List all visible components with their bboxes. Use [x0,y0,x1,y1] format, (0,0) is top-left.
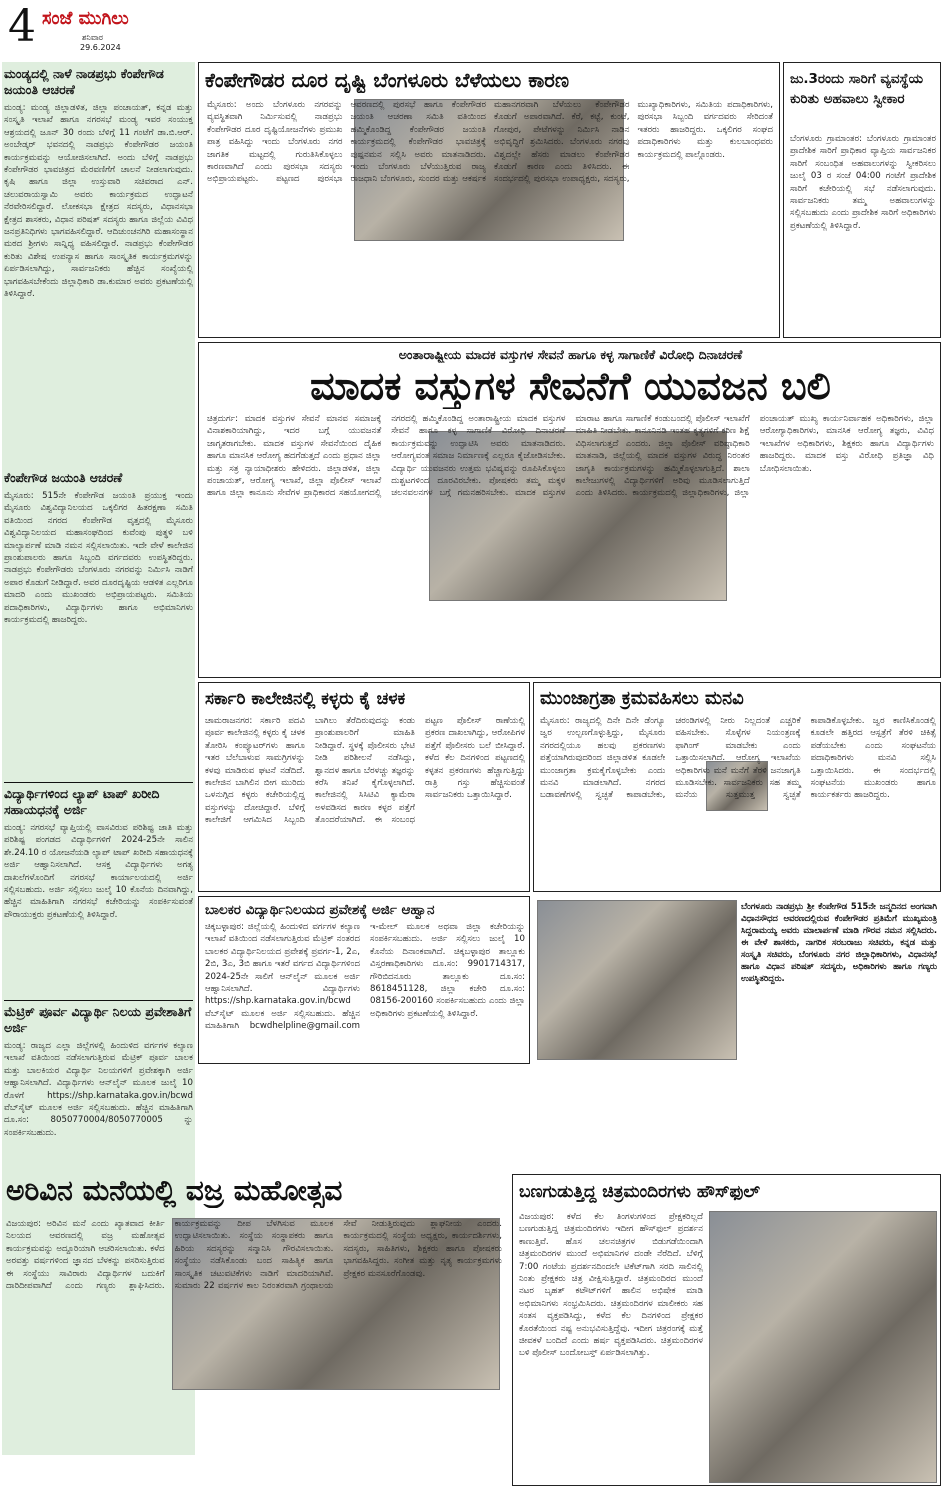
cinema-photo [709,1211,937,1483]
left-story-3-body: ಮಂಡ್ಯ: ನಗರಸಭೆ ವ್ಯಾಪ್ತಿಯಲ್ಲಿ ವಾಸವಿರುವ ಪರಿಶಿಷ್ಟ ಜಾತಿ ಮತ್ತು ಪರಿಶಿಷ್ಟ ಪಂಗಡದ ವಿದ್ಯಾರ್ಥಿಗಳಿಗೆ 2024-25ನೇ ಸಾಲಿನ ಶೇ.24.10 ರ ಯೋಜನೆಯಡಿ ಲ್ಯಾಪ್ ಟಾಪ್ ಖರೀದಿ ಸಹಾಯಧನಕ್ಕೆ ಅರ್ಜಿ ಆಹ್ವಾನಿಸಲಾಗಿದೆ. ಆಸಕ್ತ ವಿದ್ಯಾರ್ಥಿಗಳು ಅಗತ್ಯ ದಾಖಲೆಗಳೊಂದಿಗೆ ನಗರಸಭೆ ಕಾರ್ಯಾಲಯದಲ್ಲಿ ಅರ್ಜಿ ಸಲ್ಲಿಸಬಹುದು. ಅರ್ಜಿ ಸಲ್ಲಿಸಲು ಜುಲೈ 10 ಕೊನೆಯ ದಿನವಾಗಿದ್ದು, ಹೆಚ್ಚಿನ ಮಾಹಿತಿಗಾಗಿ ನಗರಸಭೆ ಕಚೇರಿಯನ್ನು ಸಂಪರ್ಕಿಸುವಂತೆ ಪೌರಾಯುಕ್ತರು ಪ್ರಕಟಣೆಯಲ್ಲಿ ತಿಳಿಸಿದ್ದಾರೆ. [4,823,193,920]
left-story-3-headline: ವಿದ್ಯಾರ್ಥಿಗಳಿಂದ ಲ್ಯಾಪ್ ಟಾಪ್ ಖರೀದಿ ಸಹಾಯಧನಕ್ಕೆ ಅರ್ಜಿ [4,786,160,817]
dengue-body: ಮೈಸೂರು: ರಾಜ್ಯದಲ್ಲಿ ದಿನೇ ದಿನೇ ಡೆಂಗ್ಯೂ ಜ್ವರ ಉಲ್ಬಣಗೊಳ್ಳುತ್ತಿದ್ದು, ಮೈಸೂರು ನಗರದಲ್ಲಿಯೂ ಹಲವು ಪ್ರಕರಣಗಳು ಪತ್ತೆಯಾಗಿರುವುದರಿಂದ ಜಿಲ್ಲಾಡಳಿತ ಕೂಡಲೇ ಮುಂಜಾಗ್ರತಾ ಕ್ರಮಕೈಗೊಳ್ಳಬೇಕು ಎಂದು ಮನವಿ ಮಾಡಲಾಗಿದೆ. ನಗರದ ಬಡಾವಣೆಗಳಲ್ಲಿ ಸ್ವಚ್ಛತೆ ಕಾಪಾಡಬೇಕು, ಚರಂಡಿಗಳಲ್ಲಿ ನೀರು ನಿಲ್ಲದಂತೆ ಎಚ್ಚರಿಕೆ ವಹಿಸಬೇಕು. ಸೊಳ್ಳೆಗಳ ನಿಯಂತ್ರಣಕ್ಕೆ ಫಾಗಿಂಗ್ ಮಾಡಬೇಕು ಎಂದು ಒತ್ತಾಯಿಸಲಾಗಿದೆ. ಆರೋಗ್ಯ ಇಲಾಖೆಯ ಅಧಿಕಾರಿಗಳು ಮನೆ ಮನೆಗೆ ತೆರಳಿ ಜನಜಾಗೃತಿ ಮೂಡಿಸಬೇಕು. ಸಾರ್ವಜನಿಕರು ಸಹ ತಮ್ಮ ಮನೆಯ ಸುತ್ತಮುತ್ತ ಸ್ವಚ್ಛತೆ ಕಾಪಾಡಿಕೊಳ್ಳಬೇಕು. ಜ್ವರ ಕಾಣಿಸಿಕೊಂಡಲ್ಲಿ ಕೂಡಲೇ ಹತ್ತಿರದ ಆಸ್ಪತ್ರೆಗೆ ತೆರಳಿ ಚಿಕಿತ್ಸೆ ಪಡೆಯಬೇಕು ಎಂದು ಸಂಘಟನೆಯ ಪದಾಧಿಕಾರಿಗಳು ಮನವಿ ಸಲ್ಲಿಸಿ ಒತ್ತಾಯಿಸಿದರು. ಈ ಸಂದರ್ಭದಲ್ಲಿ ಸಂಘಟನೆಯ ಮುಖಂಡರು ಹಾಗೂ ಕಾರ್ಯಕರ್ತರು ಹಾಜರಿದ್ದರು. [540,716,936,801]
drug-story [198,342,941,678]
left-story-1 [4,66,193,466]
left-story-4-body: ಮಂಡ್ಯ: ರಾಜ್ಯದ ಎಲ್ಲಾ ಜಿಲ್ಲೆಗಳಲ್ಲಿ ಹಿಂದುಳಿದ ವರ್ಗಗಳ ಕಲ್ಯಾಣ ಇಲಾಖೆ ವತಿಯಿಂದ ನಡೆಸಲಾಗುತ್ತಿರುವ ಮೆಟ್ರಿಕ್ ಪೂರ್ವ ಬಾಲಕ ಮತ್ತು ಬಾಲಕಿಯರ ವಿದ್ಯಾರ್ಥಿ ನಿಲಯಗಳಿಗೆ ಪ್ರವೇಶಕ್ಕಾಗಿ ಅರ್ಜಿ ಆಹ್ವಾನಿಸಲಾಗಿದೆ. ವಿದ್ಯಾರ್ಥಿಗಳು ಆನ್‌ಲೈನ್ ಮೂಲಕ ಜುಲೈ 10 ರೊಳಗೆ https://shp.karnataka.gov.in/bcwd ವೆಬ್‌ಸೈಟ್ ಮೂಲಕ ಅರ್ಜಿ ಸಲ್ಲಿಸಬಹುದು. ಹೆಚ್ಚಿನ ಮಾಹಿತಿಗಾಗಿ ದೂ.ಸಂ: 8050770004/8050770005 ನ್ನು ಸಂಪರ್ಕಿಸಬಹುದು. [4,1041,193,1138]
transport-brief [783,62,941,338]
cm-photo-feature [533,896,941,1064]
left-story-1-headline: ಮಂಡ್ಯದಲ್ಲಿ ನಾಳೆ ನಾಡಪ್ರಭು ಕೆಂಪೇಗೌಡ ಜಯಂತಿ ಆಚರಣೆ [4,66,164,97]
cinema-body: ವಿಜಯಪುರ: ಕಳೆದ ಕೆಲ ತಿಂಗಳುಗಳಿಂದ ಪ್ರೇಕ್ಷಕರಿಲ್ಲದೆ ಬಣಗುಡುತ್ತಿದ್ದ ಚಿತ್ರಮಂದಿರಗಳು ಇದೀಗ ಹೌಸ್‌ಫುಲ್ ಪ್ರದರ್ಶನ ಕಾಣುತ್ತಿವೆ. ಹೊಸ ಚಲನಚಿತ್ರಗಳ ಬಿಡುಗಡೆಯಿಂದಾಗಿ ಚಿತ್ರಮಂದಿರಗಳ ಮುಂದೆ ಅಭಿಮಾನಿಗಳ ದಂಡೇ ನೆರೆದಿದೆ. ಬೆಳಿಗ್ಗೆ 7:00 ಗಂಟೆಯ ಪ್ರದರ್ಶನದಿಂದಲೇ ಟಿಕೆಟ್‌ಗಾಗಿ ಸರದಿ ಸಾಲಿನಲ್ಲಿ ನಿಂತು ಪ್ರೇಕ್ಷಕರು ಚಿತ್ರ ವೀಕ್ಷಿಸುತ್ತಿದ್ದಾರೆ. ಚಿತ್ರಮಂದಿರದ ಮುಂದೆ ನಟರ ಬೃಹತ್ ಕಟೌಟ್‌ಗಳಿಗೆ ಹಾಲಿನ ಅಭಿಷೇಕ ಮಾಡಿ ಅಭಿಮಾನಿಗಳು ಸಂಭ್ರಮಿಸಿದರು. ಚಿತ್ರಮಂದಿರಗಳ ಮಾಲೀಕರು ಸಹ ಸಂತಸ ವ್ಯಕ್ತಪಡಿಸಿದ್ದು, ಕಳೆದ ಕೆಲ ದಿನಗಳಿಂದ ಪ್ರೇಕ್ಷಕರ ಕೊರತೆಯಿಂದ ನಷ್ಟ ಅನುಭವಿಸುತ್ತಿದ್ದೆವು. ಇದೀಗ ಚಿತ್ರರಂಗಕ್ಕೆ ಮತ್ತೆ ಜೀವಕಳೆ ಬಂದಿದೆ ಎಂದು ಹರ್ಷ ವ್ಯಕ್ತಪಡಿಸಿದರು. ಚಿತ್ರಮಂದಿರಗಳ ಬಳಿ ಪೊಲೀಸ್ ಬಂದೋಬಸ್ತ್ ಏರ್ಪಡಿಸಲಾಗಿತ್ತು. [519,1212,703,1359]
cm-caption: ಬೆಂಗಳೂರು ನಾಡಪ್ರಭು ಶ್ರೀ ಕೆಂಪೇಗೌಡ 515ನೇ ಜನ್ಮದಿನದ ಅಂಗವಾಗಿ ವಿಧಾನಸೌಧದ ಆವರಣದಲ್ಲಿರುವ ಕೆಂಪೇಗೌಡರ ಪ್ರತಿಮೆಗೆ ಮುಖ್ಯಮಂತ್ರಿ ಸಿದ್ದರಾಮಯ್ಯ ಅವರು ಮಾಲಾರ್ಪಣೆ ಮಾಡಿ ಗೌರವ ನಮನ ಸಲ್ಲಿಸಿದರು. ಈ ವೇಳೆ ಶಾಸಕರು, ನಾಗರಿಕ ಸರಬರಾಜು ಸಚಿವರು, ಕನ್ನಡ ಮತ್ತು ಸಂಸ್ಕೃತಿ ಸಚಿವರು, ಬೆಂಗಳೂರು ನಗರ ಜಿಲ್ಲಾಧಿಕಾರಿಗಳು, ವಿಧಾನಸಭೆ ಹಾಗೂ ವಿಧಾನ ಪರಿಷತ್ ಸದಸ್ಯರು, ಅಧಿಕಾರಿಗಳು ಹಾಗೂ ಗಣ್ಯರು ಉಪಸ್ಥಿತರಿದ್ದರು. [741,901,937,983]
paper-name: ಸಂಜೆ ಮುಗಿಲು [42,8,129,29]
drug-kicker: ಅಂತಾರಾಷ್ಟ್ರೀಯ ಮಾದಕ ವಸ್ತುಗಳ ಸೇವನೆ ಹಾಗೂ ಕಳ್ಳ ಸಾಗಾಣಿಕೆ ವಿರೋಧಿ ದಿನಾಚರಣೆ [398,347,743,362]
left-story-2-body: ಮೈಸೂರು: 515ನೇ ಕೆಂಪೇಗೌಡ ಜಯಂತಿ ಪ್ರಯುಕ್ತ ಇಂದು ಮೈಸೂರು ವಿಶ್ವವಿದ್ಯಾನಿಲಯದ ಒಕ್ಕಲಿಗರ ಹಿತರಕ್ಷಣಾ ಸಮಿತಿ ವತಿಯಿಂದ ನಗರದ ಕೆಂಪೇಗೌಡ ವೃತ್ತದಲ್ಲಿ ಮೈಸೂರು ವಿಶ್ವವಿದ್ಯಾನಿಲಯದ ಮಹಾಸಂಘದಿಂದ ಕುವೆಂಪು ಪುತ್ಥಳಿ ಬಳಿ ಮಾಲ್ಯಾರ್ಪಣೆ ಮಾಡಿ ನಮನ ಸಲ್ಲಿಸಲಾಯಿತು. ಇದೇ ವೇಳೆ ಕಾಲೇಜಿನ ಪ್ರಾಂಶುಪಾಲರು ಹಾಗೂ ಸಿಬ್ಬಂದಿ ವರ್ಗದವರು ಉಪಸ್ಥಿತರಿದ್ದರು. ನಾಡಪ್ರಭು ಕೆಂಪೇಗೌಡರು ಬೆಂಗಳೂರು ನಗರವನ್ನು ನಿರ್ಮಿಸಿ ನಾಡಿಗೆ ಅಪಾರ ಕೊಡುಗೆ ನೀಡಿದ್ದಾರೆ. ಅವರ ದೂರದೃಷ್ಟಿಯ ಆಡಳಿತ ಎಲ್ಲರಿಗೂ ಮಾದರಿ ಎಂದು ಮುಖಂಡರು ಅಭಿಪ್ರಾಯಪಟ್ಟರು. ಸಮಿತಿಯ ಪದಾಧಿಕಾರಿಗಳು, ವಿದ್ಯಾರ್ಥಿಗಳು ಹಾಗೂ ಅಭಿಮಾನಿಗಳು ಕಾರ್ಯಕ್ರಮದಲ್ಲಿ ಹಾಜರಿದ್ದರು. [4,491,193,626]
cm-photo [537,900,737,1060]
transport-brief-body: ಬೆಂಗಳೂರು ಗ್ರಾಮಾಂತರ: ಬೆಂಗಳೂರು ಗ್ರಾಮಾಂತರ ಪ್ರಾದೇಶಿಕ ಸಾರಿಗೆ ಪ್ರಾಧಿಕಾರ ವ್ಯಾಪ್ತಿಯ ಸಾರ್ವಜನಿಕರ ಸಾರಿಗೆ ಸಂಬಂಧಿತ ಅಹವಾಲುಗಳನ್ನು ಸ್ವೀಕರಿಸಲು ಜುಲೈ 03 ರ ಸಂಜೆ 04:00 ಗಂಟೆಗೆ ಪ್ರಾದೇಶಿಕ ಸಾರಿಗೆ ಕಚೇರಿಯಲ್ಲಿ ಸಭೆ ನಡೆಸಲಾಗುವುದು. ಸಾರ್ವಜನಿಕರು ತಮ್ಮ ಅಹವಾಲುಗಳನ್ನು ಸಲ್ಲಿಸಬಹುದು ಎಂದು ಪ್ರಾದೇಶಿಕ ಸಾರಿಗೆ ಅಧಿಕಾರಿಗಳು ಪ್ರಕಟಣೆಯಲ್ಲಿ ತಿಳಿಸಿದ್ದಾರೆ. [790,134,936,231]
issue-day: ಶನಿವಾರ [82,33,104,42]
issue-date: 29.6.2024 [80,43,121,52]
dengue-headline: ಮುಂಜಾಗ್ರತಾ ಕ್ರಮವಹಿಸಲು ಮನವಿ [540,688,744,709]
theft-story [198,682,530,892]
kempegowda-story [198,62,780,338]
diamond-body: ವಿಜಯಪುರ: ಅರಿವಿನ ಮನೆ ಎಂದು ಖ್ಯಾತವಾದ ಕೀರ್ತಿ ನಿಲಯದ ಆವರಣದಲ್ಲಿ ವಜ್ರ ಮಹೋತ್ಸವ ಕಾರ್ಯಕ್ರಮವನ್ನು ಅದ್ದೂರಿಯಾಗಿ ಆಚರಿಸಲಾಯಿತು. ಕಳೆದ ಅರವತ್ತು ವರ್ಷಗಳಿಂದ ಜ್ಞಾನದ ಬೆಳಕನ್ನು ಪಸರಿಸುತ್ತಿರುವ ಈ ಸಂಸ್ಥೆಯು ಸಾವಿರಾರು ವಿದ್ಯಾರ್ಥಿಗಳ ಬದುಕಿಗೆ ದಾರಿದೀಪವಾಗಿದೆ ಎಂದು ಗಣ್ಯರು ಶ್ಲಾಘಿಸಿದರು. ಕಾರ್ಯಕ್ರಮವನ್ನು ದೀಪ ಬೆಳಗಿಸುವ ಮೂಲಕ ಉದ್ಘಾಟಿಸಲಾಯಿತು. ಸಂಸ್ಥೆಯ ಸಂಸ್ಥಾಪಕರು ಹಾಗೂ ಹಿರಿಯ ಸದಸ್ಯರನ್ನು ಸನ್ಮಾನಿಸಿ ಗೌರವಿಸಲಾಯಿತು. ಸಂಸ್ಥೆಯು ನಡೆಸಿಕೊಂಡು ಬಂದ ಸಾಹಿತ್ಯಿಕ ಹಾಗೂ ಸಾಂಸ್ಕೃತಿಕ ಚಟುವಟಿಕೆಗಳು ನಾಡಿಗೆ ಮಾದರಿಯಾಗಿವೆ. ಸುಮಾರು 22 ವರ್ಷಗಳ ಕಾಲ ನಿರಂತರವಾಗಿ ಗ್ರಂಥಾಲಯ ಸೇವೆ ನೀಡುತ್ತಿರುವುದು ಶ್ಲಾಘನೀಯ ಎಂದರು. ಕಾರ್ಯಕ್ರಮದಲ್ಲಿ ಸಂಸ್ಥೆಯ ಅಧ್ಯಕ್ಷರು, ಕಾರ್ಯದರ್ಶಿಗಳು, ಸದಸ್ಯರು, ಸಾಹಿತಿಗಳು, ಶಿಕ್ಷಕರು ಹಾಗೂ ಪೋಷಕರು ಭಾಗವಹಿಸಿದ್ದರು. ಸಂಗೀತ ಮತ್ತು ನೃತ್ಯ ಕಾರ್ಯಕ್ರಮಗಳು ಪ್ರೇಕ್ಷಕರ ಮನಸೂರೆಗೊಂಡವು. [6,1219,502,1292]
drug-body: ಚಿತ್ರದುರ್ಗ: ಮಾದಕ ವಸ್ತುಗಳ ಸೇವನೆ ಮಾನವ ಸಮಾಜಕ್ಕೆ ವಿನಾಶಕಾರಿಯಾಗಿದ್ದು, ಇದರ ಬಗ್ಗೆ ಯುವಜನತೆ ಜಾಗೃತರಾಗಬೇಕು. ಮಾದಕ ವಸ್ತುಗಳ ಸೇವನೆಯಿಂದ ದೈಹಿಕ ಹಾಗೂ ಮಾನಸಿಕ ಆರೋಗ್ಯ ಹದಗೆಡುತ್ತದೆ ಎಂದು ಪ್ರಧಾನ ಜಿಲ್ಲಾ ಮತ್ತು ಸತ್ರ ನ್ಯಾಯಾಧೀಶರು ಹೇಳಿದರು. ಜಿಲ್ಲಾಡಳಿತ, ಜಿಲ್ಲಾ ಪಂಚಾಯತ್, ಆರೋಗ್ಯ ಇಲಾಖೆ, ಜಿಲ್ಲಾ ಪೊಲೀಸ್ ಇಲಾಖೆ ಹಾಗೂ ಜಿಲ್ಲಾ ಕಾನೂನು ಸೇವೆಗಳ ಪ್ರಾಧಿಕಾರದ ಸಹಯೋಗದಲ್ಲಿ ನಗರದಲ್ಲಿ ಹಮ್ಮಿಕೊಂಡಿದ್ದ ಅಂತಾರಾಷ್ಟ್ರೀಯ ಮಾದಕ ವಸ್ತುಗಳ ಸೇವನೆ ಹಾಗೂ ಕಳ್ಳ ಸಾಗಾಣಿಕೆ ವಿರೋಧಿ ದಿನಾಚರಣೆ ಕಾರ್ಯಕ್ರಮವನ್ನು ಉದ್ಘಾಟಿಸಿ ಅವರು ಮಾತನಾಡಿದರು. ಆರೋಗ್ಯವಂತ ಸಮಾಜ ನಿರ್ಮಾಣಕ್ಕೆ ಎಲ್ಲರೂ ಕೈಜೋಡಿಸಬೇಕು. ವಿದ್ಯಾರ್ಥಿ ಯುವಜನರು ಉತ್ತಮ ಭವಿಷ್ಯವನ್ನು ರೂಪಿಸಿಕೊಳ್ಳಲು ದುಶ್ಚಟಗಳಿಂದ ದೂರವಿರಬೇಕು. ಪೋಷಕರು ತಮ್ಮ ಮಕ್ಕಳ ಚಲನವಲನಗಳ ಬಗ್ಗೆ ಗಮನಹರಿಸಬೇಕು. ಮಾದಕ ವಸ್ತುಗಳ ಮಾರಾಟ ಹಾಗೂ ಸಾಗಾಣಿಕೆ ಕಂಡುಬಂದಲ್ಲಿ ಪೊಲೀಸ್ ಇಲಾಖೆಗೆ ಮಾಹಿತಿ ನೀಡಬೇಕು. ಕಾನೂನಿನಡಿ ಇಂತಹ ಕೃತ್ಯಗಳಿಗೆ ಕಠಿಣ ಶಿಕ್ಷೆ ವಿಧಿಸಲಾಗುತ್ತದೆ ಎಂದರು. ಜಿಲ್ಲಾ ಪೊಲೀಸ್ ವರಿಷ್ಠಾಧಿಕಾರಿ ಮಾತನಾಡಿ, ಜಿಲ್ಲೆಯಲ್ಲಿ ಮಾದಕ ವಸ್ತುಗಳ ವಿರುದ್ಧ ನಿರಂತರ ಜಾಗೃತಿ ಕಾರ್ಯಕ್ರಮಗಳನ್ನು ಹಮ್ಮಿಕೊಳ್ಳಲಾಗುತ್ತಿದೆ. ಶಾಲಾ ಕಾಲೇಜುಗಳಲ್ಲಿ ವಿದ್ಯಾರ್ಥಿಗಳಿಗೆ ಅರಿವು ಮೂಡಿಸಲಾಗುತ್ತಿದೆ ಎಂದು ತಿಳಿಸಿದರು. ಕಾರ್ಯಕ್ರಮದಲ್ಲಿ ಜಿಲ್ಲಾಧಿಕಾರಿಗಳು, ಜಿಲ್ಲಾ ಪಂಚಾಯತ್ ಮುಖ್ಯ ಕಾರ್ಯನಿರ್ವಾಹಕ ಅಧಿಕಾರಿಗಳು, ಜಿಲ್ಲಾ ಆರೋಗ್ಯಾಧಿಕಾರಿಗಳು, ಮಾನಸಿಕ ಆರೋಗ್ಯ ತಜ್ಞರು, ವಿವಿಧ ಇಲಾಖೆಗಳ ಅಧಿಕಾರಿಗಳು, ಶಿಕ್ಷಕರು ಹಾಗೂ ವಿದ್ಯಾರ್ಥಿಗಳು ಹಾಜರಿದ್ದರು. ಮಾದಕ ವಸ್ತು ವಿರೋಧಿ ಪ್ರತಿಜ್ಞಾ ವಿಧಿ ಬೋಧಿಸಲಾಯಿತು. [207,414,934,499]
left-story-2-headline: ಕೆಂಪೇಗೌಡ ಜಯಂತಿ ಆಚರಣೆ [4,470,123,485]
left-story-1-body: ಮಂಡ್ಯ: ಮಂಡ್ಯ ಜಿಲ್ಲಾಡಳಿತ, ಜಿಲ್ಲಾ ಪಂಚಾಯತ್, ಕನ್ನಡ ಮತ್ತು ಸಂಸ್ಕೃತಿ ಇಲಾಖೆ ಹಾಗೂ ನಗರಸಭೆ ಮಂಡ್ಯ ಇವರ ಸಂಯುಕ್ತ ಆಶ್ರಯದಲ್ಲಿ ಜೂನ್ 30 ರಂದು ಬೆಳಿಗ್ಗೆ 11 ಗಂಟೆಗೆ ಡಾ.ಬಿ.ಆರ್. ಅಂಬೇಡ್ಕರ್ ಭವನದಲ್ಲಿ ನಾಡಪ್ರಭು ಕೆಂಪೇಗೌಡರ ಜಯಂತಿ ಕಾರ್ಯಕ್ರಮವನ್ನು ಆಯೋಜಿಸಲಾಗಿದೆ. ಅಂದು ಬೆಳಿಗ್ಗೆ ನಾಡಪ್ರಭು ಕೆಂಪೇಗೌಡರ ಭಾವಚಿತ್ರದ ಮೆರವಣಿಗೆಗೆ ಚಾಲನೆ ನೀಡಲಾಗುವುದು. ಕೃಷಿ ಹಾಗೂ ಜಿಲ್ಲಾ ಉಸ್ತುವಾರಿ ಸಚಿವರಾದ ಎನ್. ಚಲುವರಾಯಸ್ವಾಮಿ ಅವರು ಕಾರ್ಯಕ್ರಮದ ಉದ್ಘಾಟನೆ ನೆರವೇರಿಸಲಿದ್ದಾರೆ. ಲೋಕಸಭಾ ಕ್ಷೇತ್ರದ ಸದಸ್ಯರು, ವಿಧಾನಸಭಾ ಕ್ಷೇತ್ರದ ಶಾಸಕರು, ವಿಧಾನ ಪರಿಷತ್ ಸದಸ್ಯರು ಹಾಗೂ ಜಿಲ್ಲೆಯ ವಿವಿಧ ಜನಪ್ರತಿನಿಧಿಗಳು ಭಾಗವಹಿಸಲಿದ್ದಾರೆ. ಆದಿಚುಂಚನಗಿರಿ ಮಹಾಸಂಸ್ಥಾನ ಮಠದ ಶ್ರೀಗಳು ಸಾನ್ನಿಧ್ಯ ವಹಿಸಲಿದ್ದಾರೆ. ನಾಡಪ್ರಭು ಕೆಂಪೇಗೌಡರ ಕುರಿತು ವಿಶೇಷ ಉಪನ್ಯಾಸ ಹಾಗೂ ಸಾಂಸ್ಕೃತಿಕ ಕಾರ್ಯಕ್ರಮಗಳನ್ನು ಏರ್ಪಡಿಸಲಾಗಿದ್ದು, ಸಾರ್ವಜನಿಕರು ಹೆಚ್ಚಿನ ಸಂಖ್ಯೆಯಲ್ಲಿ ಭಾಗವಹಿಸಬೇಕೆಂದು ಜಿಲ್ಲಾಧಿಕಾರಿ ಡಾ.ಕುಮಾರ ಅವರು ಪ್ರಕಟಣೆಯಲ್ಲಿ ತಿಳಿಸಿದ್ದಾರೆ. [4,103,193,300]
hostel-headline: ಬಾಲಕರ ವಿದ್ಯಾರ್ಥಿನಿಲಯದ ಪ್ರವೇಶಕ್ಕೆ ಅರ್ಜಿ ಆಹ್ವಾನ [205,902,435,918]
left-story-3 [4,786,193,996]
left-divider-1 [4,782,193,783]
theft-headline: ಸರ್ಕಾರಿ ಕಾಲೇಜಿನಲ್ಲಿ ಕಳ್ಳರು ಕೈ ಚಳಕ [205,689,406,709]
diamond-story [4,1174,504,1486]
hostel-body: ಚಿಕ್ಕಬಳ್ಳಾಪುರ: ಜಿಲ್ಲೆಯಲ್ಲಿ ಹಿಂದುಳಿದ ವರ್ಗಗಳ ಕಲ್ಯಾಣ ಇಲಾಖೆ ವತಿಯಿಂದ ನಡೆಸಲಾಗುತ್ತಿರುವ ಮೆಟ್ರಿಕ್ ನಂತರದ ಬಾಲಕರ ವಿದ್ಯಾರ್ಥಿನಿಲಯದ ಪ್ರವೇಶಕ್ಕೆ ಪ್ರವರ್ಗ-1, 2ಎ, 2ಬಿ, 3ಎ, 3ಬಿ ಹಾಗೂ ಇತರೆ ವರ್ಗದ ವಿದ್ಯಾರ್ಥಿಗಳಿಂದ 2024-25ನೇ ಸಾಲಿಗೆ ಆನ್‌ಲೈನ್ ಮೂಲಕ ಅರ್ಜಿ ಆಹ್ವಾನಿಸಲಾಗಿದೆ. ವಿದ್ಯಾರ್ಥಿಗಳು https://shp.karnataka.gov.in/bcwd ವೆಬ್‌ಸೈಟ್ ಮೂಲಕ ಅರ್ಜಿ ಸಲ್ಲಿಸಬಹುದು. ಹೆಚ್ಚಿನ ಮಾಹಿತಿಗಾಗಿ bcwdhelpline@gmail.com ಇ-ಮೇಲ್ ಮೂಲಕ ಅಥವಾ ಜಿಲ್ಲಾ ಕಚೇರಿಯನ್ನು ಸಂಪರ್ಕಿಸಬಹುದು. ಅರ್ಜಿ ಸಲ್ಲಿಸಲು ಜುಲೈ 10 ಕೊನೆಯ ದಿನಾಂಕವಾಗಿದೆ. ಚಿಕ್ಕಬಳ್ಳಾಪುರ ತಾಲ್ಲೂಕು ವಿಸ್ತರಣಾಧಿಕಾರಿಗಳು ದೂ.ಸಂ: 9901714317, ಗೌರಿಬಿದನೂರು ತಾಲ್ಲೂಕು ದೂ.ಸಂ: 8618451128, ಜಿಲ್ಲಾ ಕಚೇರಿ ದೂ.ಸಂ: 08156-200160 ಸಂಪರ್ಕಿಸಬಹುದು ಎಂದು ಜಿಲ್ಲಾ ಅಧಿಕಾರಿಗಳು ಪ್ರಕಟಣೆಯಲ್ಲಿ ತಿಳಿಸಿದ್ದಾರೆ. [205,922,525,1032]
left-story-2 [4,470,193,770]
hostel-notice [198,896,530,1064]
kempegowda-headline: ಕೆಂಪೇಗೌಡರ ದೂರ ದೃಷ್ಟಿ ಬೆಂಗಳೂರು ಬೆಳೆಯಲು ಕಾರಣ [205,68,570,92]
left-story-4 [4,1004,193,1169]
masthead [0,0,945,60]
transport-brief-headline: ಜು.3ರಂದು ಸಾರಿಗೆ ವ್ಯವಸ್ಥೆಯ ಕುರಿತು ಅಹವಾಲು ಸ್ವೀಕಾರ [790,71,924,107]
drug-headline: ಮಾದಕ ವಸ್ತುಗಳ ಸೇವನೆಗೆ ಯುವಜನ ಬಲಿ [310,364,831,408]
page-number: 4 [8,2,36,52]
left-divider-2 [4,1000,193,1001]
left-story-4-headline: ಮೆಟ್ರಿಕ್ ಪೂರ್ವ ವಿದ್ಯಾರ್ಥಿ ನಿಲಯ ಪ್ರವೇಶಾತಿಗೆ ಅರ್ಜಿ [4,1004,192,1035]
theft-body: ಚಾಮರಾಜನಗರ: ಸರ್ಕಾರಿ ಪದವಿ ಪೂರ್ವ ಕಾಲೇಜಿನಲ್ಲಿ ಕಳ್ಳರು ಕೈ ಚಳಕ ತೋರಿಸಿ ಕಂಪ್ಯೂಟರ್‌ಗಳು ಹಾಗೂ ಇತರ ಬೆಲೆಬಾಳುವ ಸಾಮಗ್ರಿಗಳನ್ನು ಕಳವು ಮಾಡಿರುವ ಘಟನೆ ನಡೆದಿದೆ. ಕಾಲೇಜಿನ ಬಾಗಿಲಿನ ಬೀಗ ಮುರಿದು ಒಳನುಗ್ಗಿದ ಕಳ್ಳರು ಕಚೇರಿಯಲ್ಲಿದ್ದ ವಸ್ತುಗಳನ್ನು ದೋಚಿದ್ದಾರೆ. ಬೆಳಿಗ್ಗೆ ಕಾಲೇಜಿಗೆ ಆಗಮಿಸಿದ ಸಿಬ್ಬಂದಿ ಬಾಗಿಲು ತೆರೆದಿರುವುದನ್ನು ಕಂಡು ಪ್ರಾಂಶುಪಾಲರಿಗೆ ಮಾಹಿತಿ ನೀಡಿದ್ದಾರೆ. ಸ್ಥಳಕ್ಕೆ ಪೊಲೀಸರು ಭೇಟಿ ನೀಡಿ ಪರಿಶೀಲನೆ ನಡೆಸಿದ್ದು, ಶ್ವಾನದಳ ಹಾಗೂ ಬೆರಳಚ್ಚು ತಜ್ಞರನ್ನು ಕರೆಸಿ ತನಿಖೆ ಕೈಗೊಳ್ಳಲಾಗಿದೆ. ಕಾಲೇಜಿನಲ್ಲಿ ಸಿಸಿಟಿವಿ ಕ್ಯಾಮೆರಾ ಅಳವಡಿಸದ ಕಾರಣ ಕಳ್ಳರ ಪತ್ತೆಗೆ ತೊಂದರೆಯಾಗಿದೆ. ಈ ಸಂಬಂಧ ಪಟ್ಟಣ ಪೊಲೀಸ್ ಠಾಣೆಯಲ್ಲಿ ಪ್ರಕರಣ ದಾಖಲಾಗಿದ್ದು, ಆರೋಪಿಗಳ ಪತ್ತೆಗೆ ಪೊಲೀಸರು ಬಲೆ ಬೀಸಿದ್ದಾರೆ. ಕಳೆದ ಕೆಲ ದಿನಗಳಿಂದ ಪಟ್ಟಣದಲ್ಲಿ ಕಳ್ಳತನ ಪ್ರಕರಣಗಳು ಹೆಚ್ಚಾಗುತ್ತಿದ್ದು ರಾತ್ರಿ ಗಸ್ತು ಹೆಚ್ಚಿಸುವಂತೆ ಸಾರ್ವಜನಿಕರು ಒತ್ತಾಯಿಸಿದ್ದಾರೆ. [205,716,525,826]
cinema-story [512,1174,941,1486]
dengue-story [533,682,941,892]
diamond-headline: ಅರಿವಿನ ಮನೆಯಲ್ಲಿ ವಜ್ರ ಮಹೋತ್ಸವ [6,1174,343,1207]
kempegowda-body: ಮೈಸೂರು: ಅಂದು ಬೆಂಗಳೂರು ನಗರವನ್ನು ವ್ಯವಸ್ಥಿತವಾಗಿ ನಿರ್ಮಿಸುವಲ್ಲಿ ನಾಡಪ್ರಭು ಕೆಂಪೇಗೌಡರ ದೂರ ದೃಷ್ಟಿಯೋಜನೆಗಳು ಪ್ರಮುಖ ಪಾತ್ರ ವಹಿಸಿದ್ದು ಇಂದು ಬೆಂಗಳೂರು ನಗರ ಜಾಗತಿಕ ಮಟ್ಟದಲ್ಲಿ ಗುರುತಿಸಿಕೊಳ್ಳಲು ಕಾರಣವಾಗಿದೆ ಎಂದು ಪುರಸಭಾ ಸದಸ್ಯರು ಅಭಿಪ್ರಾಯಪಟ್ಟರು. ಪಟ್ಟಣದ ಪುರಸಭಾ ಆವರಣದಲ್ಲಿ ಪುರಸಭೆ ಹಾಗೂ ಕೆಂಪೇಗೌಡರ ಜಯಂತಿ ಆಚರಣಾ ಸಮಿತಿ ವತಿಯಿಂದ ಹಮ್ಮಿಕೊಂಡಿದ್ದ ಕೆಂಪೇಗೌಡರ ಜಯಂತಿ ಕಾರ್ಯಕ್ರಮದಲ್ಲಿ ಕೆಂಪೇಗೌಡರ ಭಾವಚಿತ್ರಕ್ಕೆ ಪುಷ್ಪನಮನ ಸಲ್ಲಿಸಿ ಅವರು ಮಾತನಾಡಿದರು. ಇಂದು ಬೆಂಗಳೂರು ಬೆಳೆಯುತ್ತಿರುವ ರಾಜ್ಯ ರಾಜಧಾನಿ ಬೆಂಗಳೂರು, ಸುಂದರ ಮತ್ತು ಆಕರ್ಷಕ ಮಹಾನಗರವಾಗಿ ಬೆಳೆಯಲು ಕೆಂಪೇಗೌಡರ ಕೊಡುಗೆ ಅಪಾರವಾಗಿದೆ. ಕೆರೆ, ಕಟ್ಟೆ, ಕುಂಟೆ, ಗೋಪುರ, ಪೇಟೆಗಳನ್ನು ನಿರ್ಮಿಸಿ ನಾಡಿನ ಅಭಿವೃದ್ಧಿಗೆ ಶ್ರಮಿಸಿದರು. ಬೆಂಗಳೂರು ನಗರವು ವಿಶ್ವದಲ್ಲೇ ಹೆಸರು ಮಾಡಲು ಕೆಂಪೇಗೌಡರ ಕೊಡುಗೆ ಕಾರಣ ಎಂದು ತಿಳಿಸಿದರು. ಈ ಸಂದರ್ಭದಲ್ಲಿ ಪುರಸಭಾ ಉಪಾಧ್ಯಕ್ಷರು, ಸದಸ್ಯರು, ಮುಖ್ಯಾಧಿಕಾರಿಗಳು, ಸಮಿತಿಯ ಪದಾಧಿಕಾರಿಗಳು, ಪುರಸಭಾ ಸಿಬ್ಬಂದಿ ವರ್ಗದವರು ಸೇರಿದಂತೆ ಇತರರು ಹಾಜರಿದ್ದರು. ಒಕ್ಕಲಿಗರ ಸಂಘದ ಪದಾಧಿಕಾರಿಗಳು ಮತ್ತು ಕುಲಬಾಂಧವರು ಕಾರ್ಯಕ್ರಮದಲ್ಲಿ ಪಾಲ್ಗೊಂಡರು. [207,100,773,185]
paper-logo [42,8,202,34]
cinema-headline: ಬಣಗುಡುತ್ತಿದ್ದ ಚಿತ್ರಮಂದಿರಗಳು ಹೌಸ್‌ಫುಲ್ [519,1182,760,1202]
